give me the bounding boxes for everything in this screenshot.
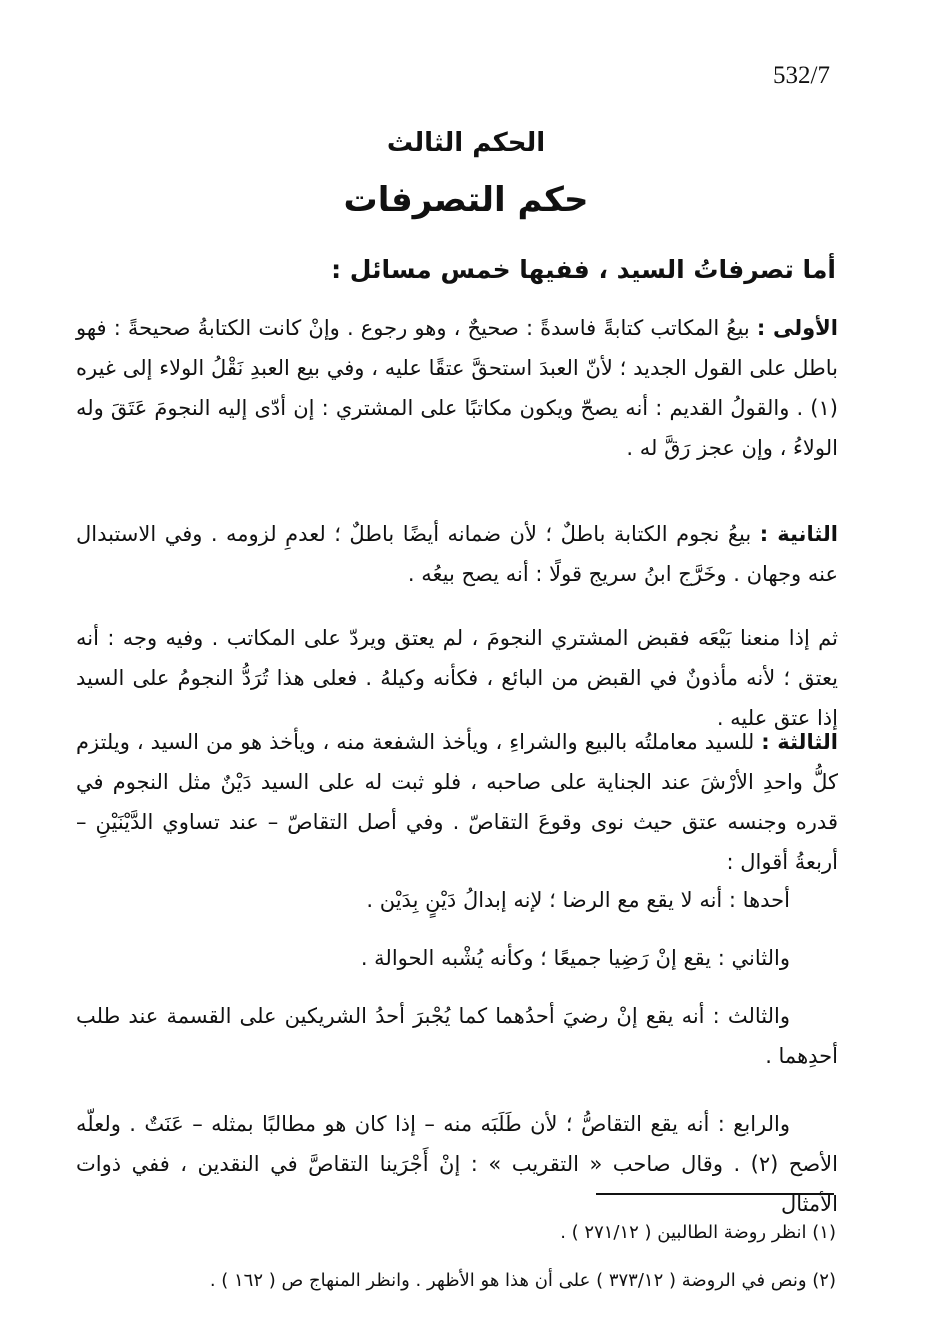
paragraph-text: بيعُ نجوم الكتابة باطلٌ ؛ لأن ضمانه أيضًا باطلٌ ؛ لعدمِ لزومه . وفي الاستبدال عنه وجهان . وخَرَّج ابنُ سريج قولًا : أنه يصح بيعُه .: [76, 522, 838, 586]
paragraph-text: أحدها : أنه لا يقع مع الرضا ؛ لإنه إبدالُ دَيْنٍ بِدَيْن .: [366, 888, 790, 912]
paragraph-second-issue: [76, 514, 838, 594]
opinion-third: [76, 996, 838, 1076]
paragraph-lead: الثالثة :: [761, 730, 838, 754]
paragraph-text: والثاني : يقع إنْ رَضِيا جميعًا ؛ وكأنه يُشْبه الحوالة .: [360, 946, 790, 970]
paragraph-text: والرابع : أنه يقع التقاصُّ ؛ لأن طَلَبَه منه – إذا كان هو مطالبًا بمثله – عَنَتٌ . ولعلّه الأصح (٢) . وقال صاحب « التقريب » : إنْ أَجْرَينا التقاصَّ في النقدين ، ففي ذوات الأمثال: [76, 1112, 838, 1216]
opinion-fourth: [76, 1104, 838, 1224]
footnote-2: (٢) ونص في الروضة ( ٣٧٣/١٢ ) على أن هذا هو الأظهر . وانظر المنهاج ص ( ١٦٢ ) .: [209, 1270, 836, 1291]
page-number: 532/7: [773, 62, 830, 89]
paragraph-text: والثالث : أنه يقع إنْ رضيَ أحدُهما كما يُجْبرَ أحدُ الشريكين على القسمة عند طلب أحدِهما .: [76, 1004, 838, 1068]
footnote-divider: [596, 1193, 834, 1195]
footnote-1: (١) انظر روضة الطالبين ( ٢٧١/١٢ ) .: [560, 1222, 836, 1243]
paragraph-lead: الثانية :: [759, 522, 838, 546]
paragraph-text: للسيد معاملتُه بالبيع والشراءِ ، ويأخذ الشفعة منه ، ويأخذ هو من السيد ، ويلتزم كلُّ واحدِ الأرْشَ عند الجناية على صاحبه ، فلو ثبت له على السيد دَيْنٌ مثل النجوم في قدره وجنسه عتق حيث نوى وقوعَ التقاصّ . وفي أصل التقاصّ – عند تساوي الدَّيْنَيْنِ – أربعةُ أقوال :: [76, 730, 838, 874]
paragraph-lead: الأولى :: [756, 316, 839, 340]
paragraph-first-issue: [76, 308, 838, 468]
intro-line: أما تصرفاتُ السيد ، ففيها خمس مسائل :: [331, 255, 836, 284]
paragraph-third-issue: [76, 722, 838, 882]
paragraph-text: بيعُ المكاتب كتابةً فاسدةً : صحيحٌ ، وهو رجوع . وإنْ كانت الكتابةُ صحيحةً : فهو باطل على القول الجديد ؛ لأنّ العبدَ استحقَّ عتقًا عليه ، وفي بيع العبدِ نَقْلُ الولاء إلى غيره (١) . والقولُ القديم : أنه يصحّ ويكون مكاتبًا على المشتري : إن أدّى إليه النجومَ عَتَقَ وله الولاءُ ، وإن عجز رَقَّ له .: [76, 316, 838, 460]
paragraph-second-issue-continued: [76, 618, 838, 738]
paragraph-text: ثم إذا منعنا بَيْعَه فقبض المشتري النجومَ ، لم يعتق ويردّ على المكاتب . وفيه وجه : أنه يعتق ؛ لأنه مأذونٌ في القبض من البائع ، فكأنه وكيلهُ . فعلى هذا تُرَدُّ النجومُ على السيد إذا عتق عليه .: [76, 626, 838, 730]
section-title: حكم التصرفات: [343, 180, 589, 220]
opinion-second: [76, 938, 838, 978]
opinion-first: [76, 880, 838, 920]
chapter-title: الحكم الثالث: [386, 128, 546, 158]
